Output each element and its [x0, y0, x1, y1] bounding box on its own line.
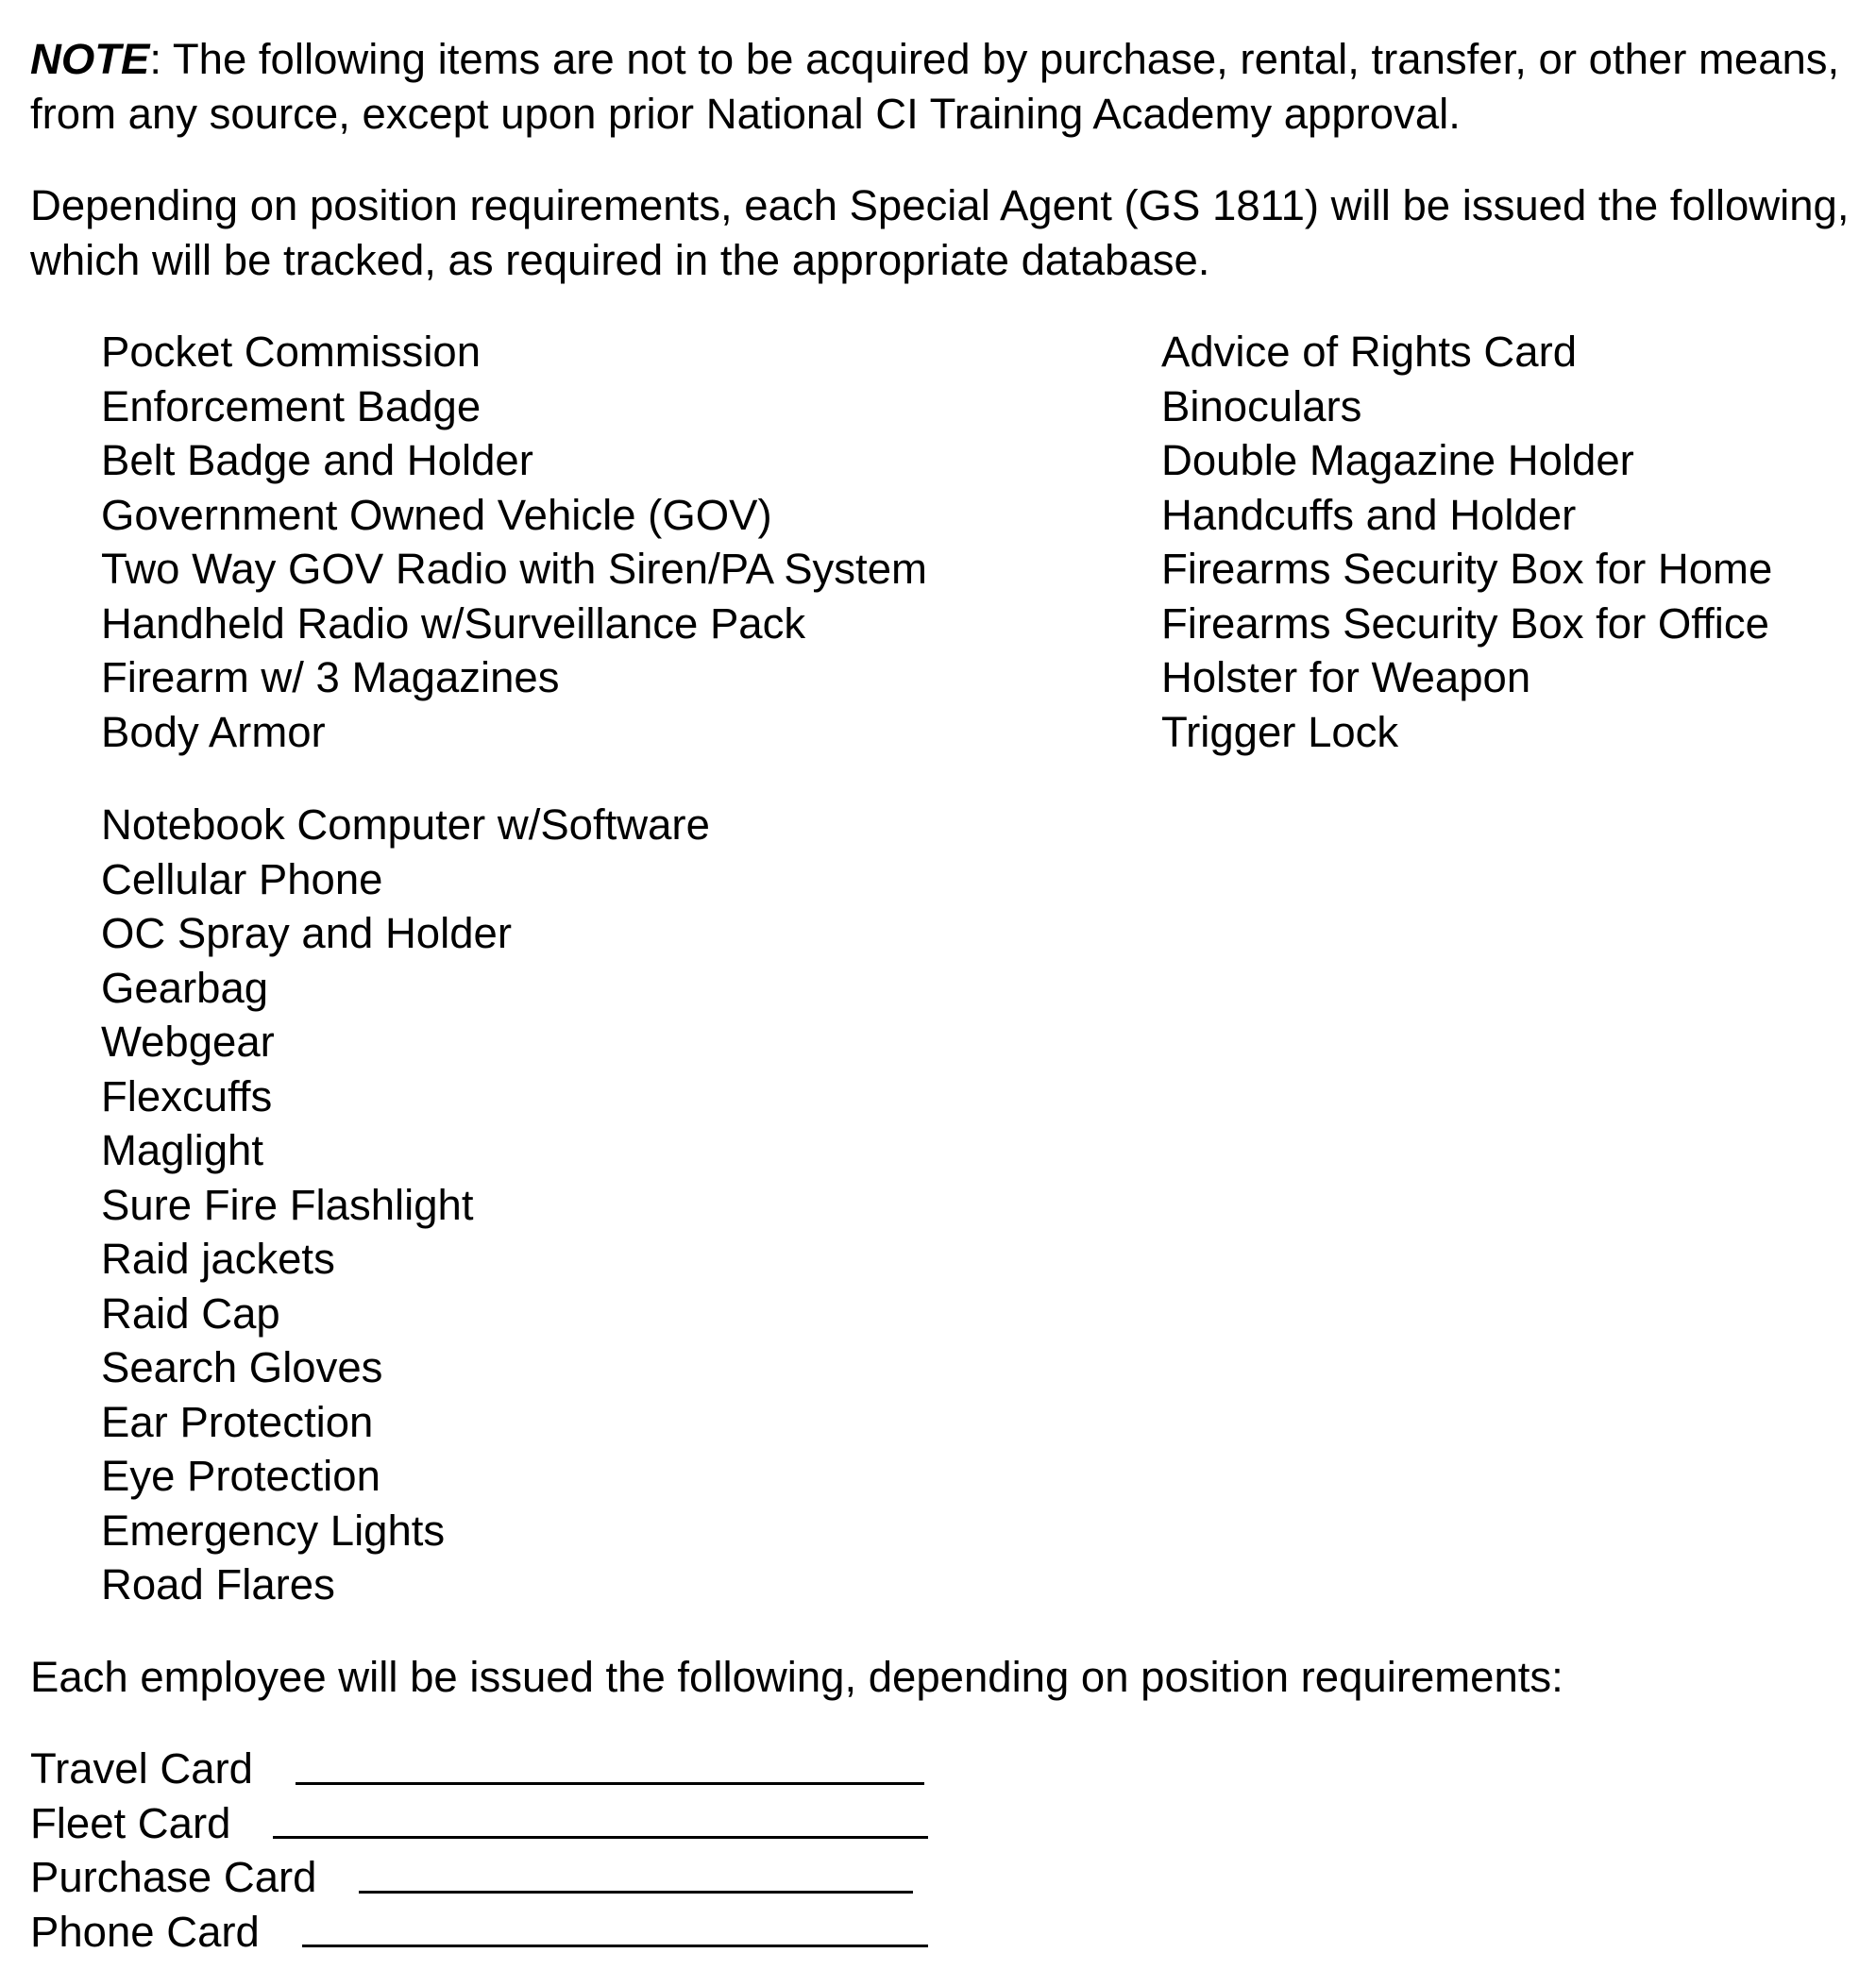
card-row-phone — [30, 1905, 1852, 1960]
list-item: Pocket Commission — [101, 328, 482, 376]
list-item: Cellular Phone — [101, 854, 383, 903]
list-item: Search Gloves — [101, 1343, 383, 1391]
list-item: Sure Fire Flashlight — [101, 1180, 474, 1229]
list-item: Firearms Security Box for Office — [1161, 598, 1769, 648]
list-item: Road Flares — [101, 1560, 335, 1608]
list-item: Emergency Lights — [101, 1506, 446, 1555]
note-text: : The following items are not to be acquired by purchase, rental, transfer, or other means, from any source, except upon prior National CI Training Academy approval. — [30, 35, 1840, 138]
purchase-card-blank-line[interactable] — [359, 1891, 913, 1894]
list-item: Holster for Weapon — [1161, 653, 1531, 701]
left-column — [101, 325, 1161, 1612]
card-list — [30, 1742, 1852, 1959]
list-item: Trigger Lock — [1161, 707, 1399, 756]
list-item: Government Owned Vehicle (GOV) — [101, 490, 772, 539]
list-item: Ear Protection — [101, 1397, 374, 1446]
right-column — [1161, 325, 1852, 1612]
list-item: Body Armor — [101, 707, 326, 756]
list-item: Flexcuffs — [101, 1071, 273, 1120]
card-row-travel — [30, 1742, 1852, 1796]
list-item: Firearm w/ 3 Magazines — [101, 653, 560, 701]
card-label: Travel Card — [30, 1744, 253, 1793]
list-item: Firearms Security Box for Home — [1161, 545, 1773, 593]
list-item: Raid Cap — [101, 1288, 280, 1338]
list-item: Notebook Computer w/Software — [101, 800, 710, 849]
fleet-card-blank-line[interactable] — [273, 1836, 928, 1839]
list-item: Maglight — [101, 1126, 263, 1174]
list-item: Handcuffs and Holder — [1161, 490, 1577, 539]
list-item: Binoculars — [1161, 381, 1362, 430]
list-item: Double Magazine Holder — [1161, 436, 1634, 484]
special-agent-intro: Depending on position requirements, each Special Agent (GS 1811) will be issued the following, which will be tracked, as required in the appropriate database. — [30, 181, 1850, 284]
list-item: Two Way GOV Radio with Siren/PA System — [101, 545, 927, 593]
list-item: Handheld Radio w/Surveillance Pack — [101, 598, 806, 648]
equipment-columns — [101, 325, 1852, 1612]
document-page — [30, 32, 1852, 1959]
card-row-fleet — [30, 1796, 1852, 1851]
phone-card-blank-line[interactable] — [302, 1945, 928, 1947]
list-item: Gearbag — [101, 963, 269, 1012]
note-paragraph — [30, 32, 1852, 141]
card-row-purchase — [30, 1850, 1852, 1905]
list-item: Belt Badge and Holder — [101, 436, 533, 484]
list-item: Raid jackets — [101, 1235, 335, 1283]
list-item: Advice of Rights Card — [1161, 328, 1578, 376]
note-label: NOTE — [30, 35, 150, 83]
left-list-b — [101, 798, 1161, 1612]
list-item: Eye Protection — [101, 1452, 380, 1500]
list-item: OC Spray and Holder — [101, 909, 512, 957]
left-list-a — [101, 325, 1161, 759]
card-label: Phone Card — [30, 1907, 260, 1956]
list-item: Webgear — [101, 1018, 275, 1066]
card-label: Fleet Card — [30, 1798, 231, 1847]
employee-intro: Each employee will be issued the following, depending on position requirements: — [30, 1652, 1563, 1701]
card-label: Purchase Card — [30, 1853, 317, 1901]
list-item: Enforcement Badge — [101, 381, 482, 430]
travel-card-blank-line[interactable] — [296, 1782, 924, 1785]
